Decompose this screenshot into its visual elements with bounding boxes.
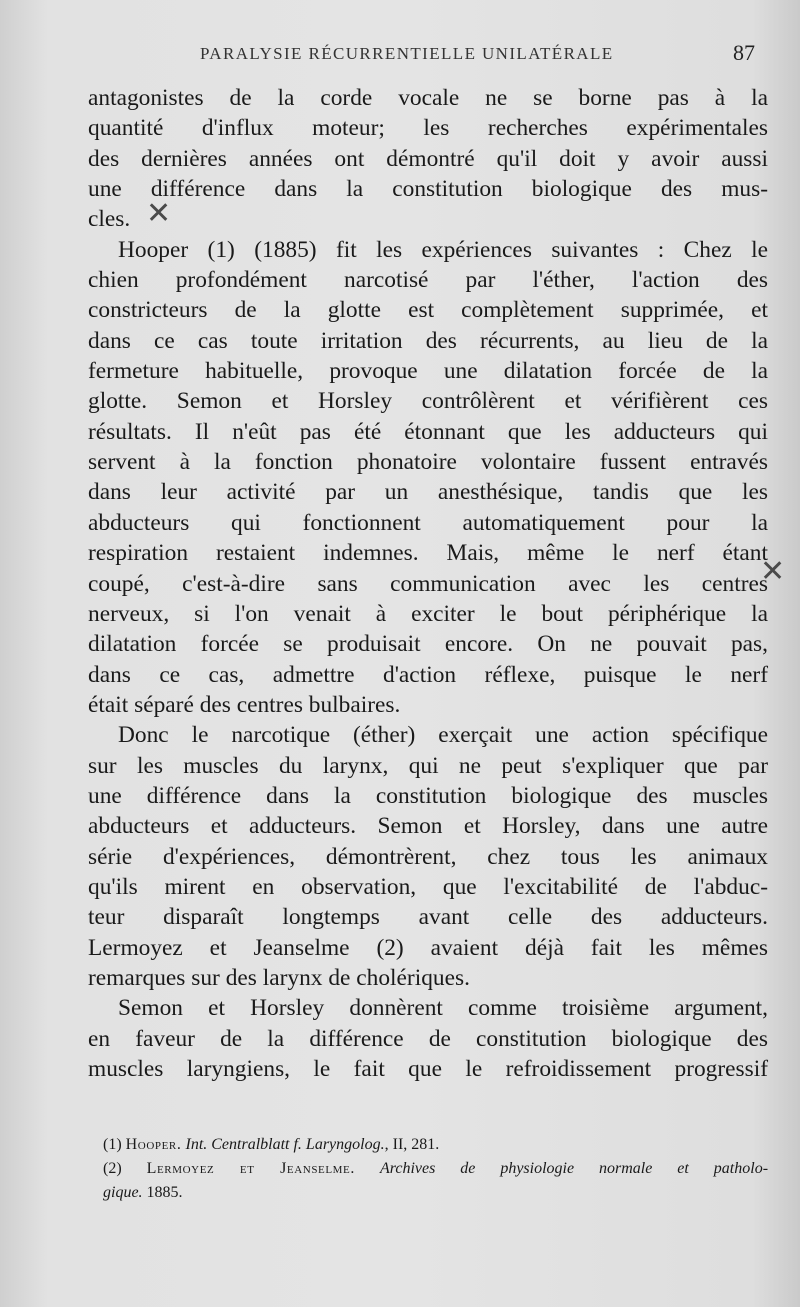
footnote-ref: , II, 281.: [384, 1136, 440, 1153]
pencil-cross-mark: ✕: [760, 554, 786, 589]
pencil-cross-mark: ✕: [146, 196, 172, 231]
text-line: antagonistes de la corde vocale ne se borne pas à la: [88, 85, 768, 111]
text-line: sur les muscles du larynx, qui ne peut s'expliquer que par: [88, 752, 768, 779]
text-line: muscles laryngiens, le fait que le refroidissement progressif: [88, 1056, 768, 1082]
footnotes: [103, 1133, 768, 1205]
text-line: respiration restaient indemnes. Mais, même le nerf étant: [88, 540, 768, 567]
text-line: abducteurs et adducteurs. Semon et Horsley, dans une autre: [88, 813, 768, 840]
text-line: résultats. Il n'eût pas été étonnant que les adducteurs qui: [88, 418, 768, 445]
text-line: une différence dans la constitution biologique des muscles: [88, 782, 768, 809]
page-number: 87: [733, 40, 755, 65]
text-line: remarques sur des larynx de cholériques.: [88, 964, 470, 991]
footnote-year: 1885.: [146, 1184, 183, 1201]
text-line: glotte. Semon et Horsley contrôlèrent et vérifièrent ces: [88, 388, 768, 415]
footnote-marker: (2): [103, 1160, 122, 1177]
text-line: série d'expériences, démontrèrent, chez tous les animaux: [88, 843, 768, 870]
text-line: qu'ils mirent en observation, que l'excitabilité de l'abduc-: [88, 873, 768, 900]
text-line: dans ce cas, admettre d'action réflexe, puisque le nerf: [88, 661, 768, 688]
text-line: nerveux, si l'on venait à exciter le bout périphérique la: [88, 600, 768, 627]
text-line: chien profondément narcotisé par l'éther, l'action des: [88, 267, 768, 294]
running-title: PARALYSIE RÉCURRENTIELLE UNILATÉRALE: [200, 44, 614, 63]
text-line: Semon et Horsley donnèrent comme troisième argument,: [118, 995, 768, 1022]
footnote-title: Archives de physiologie normale et patholo-: [379, 1160, 769, 1177]
text-line: constricteurs de la glotte est complètement supprimée, et: [88, 297, 768, 324]
text-line: dilatation forcée se produisait encore. On ne pouvait pas,: [88, 631, 768, 658]
footnote-title: Int. Centralblatt f. Laryngolog.: [185, 1136, 385, 1153]
text-line: teur disparaît longtemps avant celle des adducteurs.: [88, 904, 768, 931]
footnote-marker: (1): [103, 1136, 122, 1153]
text-line: Lermoyez et Jeanselme (2) avaient déjà fait les mêmes: [88, 934, 768, 961]
text-line: des dernières années ont démontré qu'il doit y avoir aussi: [88, 145, 768, 172]
footnote-1: [103, 1133, 768, 1157]
text-line: coupé, c'est-à-dire sans communication avec les centres: [88, 570, 768, 597]
text-line: cles.: [88, 206, 131, 233]
body-text: [88, 83, 768, 1084]
text-line: Donc le narcotique (éther) exerçait une action spécifique: [118, 722, 768, 749]
text-line: était séparé des centres bulbaires.: [88, 691, 401, 718]
text-line: dans ce cas toute irritation des récurrents, au lieu de la: [88, 327, 768, 354]
text-line: Hooper (1) (1885) fit les expériences suivantes : Chez le: [118, 236, 768, 263]
text-line: une différence dans la constitution biologique des mus-: [88, 176, 768, 203]
text-line: dans leur activité par un anesthésique, tandis que les: [88, 479, 768, 506]
footnote-2: [103, 1157, 768, 1181]
text-line: servent à la fonction phonatoire volontaire fussent entravés: [88, 449, 768, 476]
footnote-author: Hooper.: [125, 1136, 182, 1153]
text-line: fermeture habituelle, provoque une dilatation forcée de la: [88, 358, 768, 385]
page-header: [200, 40, 755, 74]
footnote-2-continued: [103, 1181, 768, 1205]
text-line: quantité d'influx moteur; les recherches expérimentales: [88, 115, 768, 142]
text-line: en faveur de la différence de constitution biologique des: [88, 1025, 768, 1052]
footnote-authors: Lermoyez et Jeanselme.: [146, 1160, 355, 1177]
text-line: abducteurs qui fonctionnent automatiquement pour la: [88, 509, 768, 536]
footnote-title-continued: gique.: [103, 1184, 143, 1201]
